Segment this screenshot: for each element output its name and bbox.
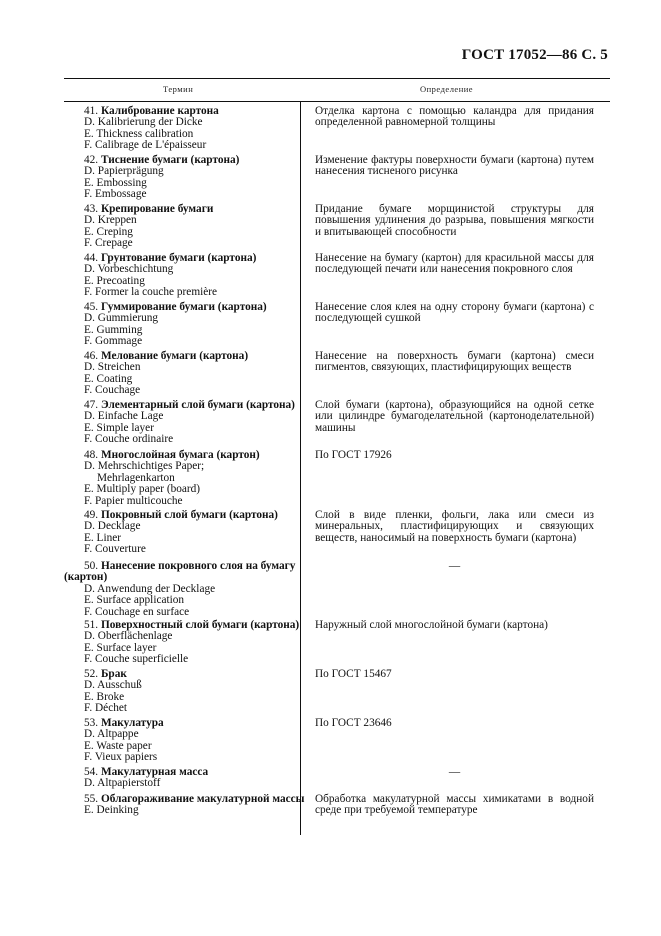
term-number: 55. <box>84 793 99 805</box>
term-translation: E. Embossing <box>84 176 147 189</box>
term-translation: E. Simple layer <box>84 421 154 434</box>
definition-cell: — <box>448 766 461 778</box>
term-number: 44. <box>84 252 99 264</box>
term-title: Калибрование картона <box>100 105 219 117</box>
term-translation: D. Ausschuß <box>84 679 142 692</box>
term-cell <box>64 351 296 397</box>
term-title: Макулатура <box>100 717 164 729</box>
term-translation: E. Coating <box>84 372 133 385</box>
term-translation: E. Liner <box>84 531 122 544</box>
term-title-continuation: (картон) <box>64 571 108 584</box>
term-translation: D. Kreppen <box>84 214 137 227</box>
term-translation: E. Creping <box>84 225 133 238</box>
term-cell <box>64 619 300 666</box>
definition-cell: Слой в виде пленки, фольги, лака или смеси из минеральных, пластифицирующих и связующих веществ, наносимый на поверхность бумаги (картона) <box>315 509 594 544</box>
term-number: 41. <box>84 105 99 117</box>
definition-cell: Отделка картона с помощью каландра для придания определенной равномерной толщины <box>315 105 594 129</box>
term-title: Гуммирование бумаги (картона) <box>100 301 267 313</box>
definition-cell: По ГОСТ 23646 <box>315 717 392 729</box>
definition-cell: По ГОСТ 17926 <box>315 449 392 461</box>
term-translation: F. Couche superficielle <box>84 653 189 666</box>
term-title: Покровный слой бумаги (картона) <box>100 509 278 521</box>
definition-cell: Нанесение на поверхность бумаги (картона) смеси пигментов, связующих, пластифицирующих веществ <box>315 350 594 374</box>
term-title: Нанесение покровного слоя на бумагу <box>100 560 296 572</box>
term-translation: F. Gommage <box>84 335 143 348</box>
definition-cell: — <box>448 560 461 572</box>
term-title: Тиснение бумаги (картона) <box>100 154 240 166</box>
term-translation: F. Calibrage de L'épaisseur <box>84 139 207 152</box>
term-translation: F. Déchet <box>84 702 128 715</box>
column-header-definition: Определение <box>420 84 474 94</box>
term-number: 52. <box>84 668 99 680</box>
term-translation: D. Papierprägung <box>84 165 164 178</box>
term-translation: E. Precoating <box>84 274 145 287</box>
column-header-term: Термин <box>163 84 194 94</box>
term-translation: D. Decklage <box>84 520 141 533</box>
term-cell <box>64 253 296 299</box>
term-number: 43. <box>84 203 99 215</box>
term-cell <box>64 302 296 348</box>
table-top-rule <box>64 78 610 79</box>
term-translation: F. Vieux papiers <box>84 751 158 764</box>
term-translation: D. Oberflächenlage <box>84 630 173 643</box>
term-translation: D. Mehrschichtiges Paper; <box>84 460 205 473</box>
term-number: 54. <box>84 766 99 778</box>
term-number: 46. <box>84 350 99 362</box>
term-translation: D. Gummierung <box>84 312 159 325</box>
definition-cell: Изменение фактуры поверхности бумаги (картона) путем нанесения тисненого рисунка <box>315 154 594 178</box>
term-title: Мелование бумаги (картона) <box>100 350 249 362</box>
term-cell <box>64 793 305 817</box>
term-cell <box>64 510 296 556</box>
term-translation: F. Couchage en surface <box>84 605 190 618</box>
term-translation: F. Couverture <box>84 543 146 556</box>
page-header: ГОСТ 17052—86 С. 5 <box>461 47 608 63</box>
term-translation: D. Vorbeschichtung <box>84 263 174 276</box>
term-title: Многослойная бумага (картон) <box>100 449 260 461</box>
term-translation: F. Papier multicouche <box>84 494 183 507</box>
term-cell <box>64 718 296 764</box>
term-translation: E. Surface application <box>84 594 185 607</box>
term-cell <box>64 106 296 152</box>
term-translation: E. Gumming <box>84 323 143 336</box>
term-number: 49. <box>84 509 99 521</box>
term-translation: E. Deinking <box>84 804 139 817</box>
definition-cell: Нанесение на бумагу (картон) для красильной массы для последующей печати или нанесения покровного слоя <box>315 252 594 276</box>
term-title: Грунтование бумаги (картона) <box>100 252 257 264</box>
definition-cell: По ГОСТ 15467 <box>315 668 392 680</box>
term-translation: F. Former la couche première <box>84 286 218 299</box>
term-title: Крепирование бумаги <box>100 203 214 215</box>
term-cell <box>64 400 296 446</box>
column-divider <box>300 101 301 835</box>
term-translation: D. Streichen <box>84 361 141 374</box>
term-translation: E. Surface layer <box>84 641 157 654</box>
term-translation: E. Waste paper <box>84 739 152 752</box>
term-translation: E. Multiply paper (board) <box>84 483 201 496</box>
term-cell <box>64 767 296 790</box>
term-cell <box>64 155 296 201</box>
definition-cell: Нанесение слоя клея на одну сторону бумаги (картона) с последующей сушкой <box>315 301 594 325</box>
term-translation: D. Altpappe <box>84 728 139 741</box>
table-header-rule <box>64 101 610 102</box>
definition-cell: Придание бумаге морщинистой структуры для повышения удлинения до разрыва, повышения мягкости и впитывающей способности <box>315 203 594 238</box>
term-number: 47. <box>84 399 99 411</box>
term-translation: Mehrlagenkarton <box>97 471 175 484</box>
term-title: Облагораживание макулатурной массы <box>100 793 305 805</box>
term-translation: E. Broke <box>84 690 125 703</box>
term-cell <box>64 204 296 250</box>
term-translation: F. Couche ordinaire <box>84 433 174 446</box>
term-number: 51. <box>84 619 99 631</box>
term-translation: F. Crepage <box>84 237 133 250</box>
term-translation: D. Einfache Lage <box>84 410 164 423</box>
term-title: Элементарный слой бумаги (картона) <box>100 399 295 411</box>
term-number: 50. <box>84 560 99 572</box>
definition-cell: Слой бумаги (картона), образующийся на одной сетке или цилиндре бумагоделательной (картоноделательной) машины <box>315 399 594 434</box>
term-translation: E. Thickness calibration <box>84 127 194 140</box>
term-translation: D. Anwendung der Decklage <box>84 582 216 595</box>
term-number: 48. <box>84 449 99 461</box>
term-translation: D. Altpapierstoff <box>84 777 161 790</box>
term-translation: D. Kalibrierung der Dicke <box>84 116 203 129</box>
term-title: Брак <box>100 668 127 680</box>
term-cell <box>64 561 296 618</box>
definition-cell: Наружный слой многослойной бумаги (картона) <box>315 619 548 631</box>
term-cell <box>64 669 296 715</box>
term-number: 53. <box>84 717 99 729</box>
definition-cell: Обработка макулатурной массы химикатами в водной среде при требуемой температуре <box>315 793 594 817</box>
term-number: 42. <box>84 154 99 166</box>
term-translation: F. Couchage <box>84 384 141 397</box>
term-title: Поверхностный слой бумаги (картона) <box>100 619 300 631</box>
term-translation: F. Embossage <box>84 188 147 201</box>
term-cell <box>64 450 296 507</box>
term-number: 45. <box>84 301 99 313</box>
term-title: Макулатурная масса <box>100 766 209 778</box>
